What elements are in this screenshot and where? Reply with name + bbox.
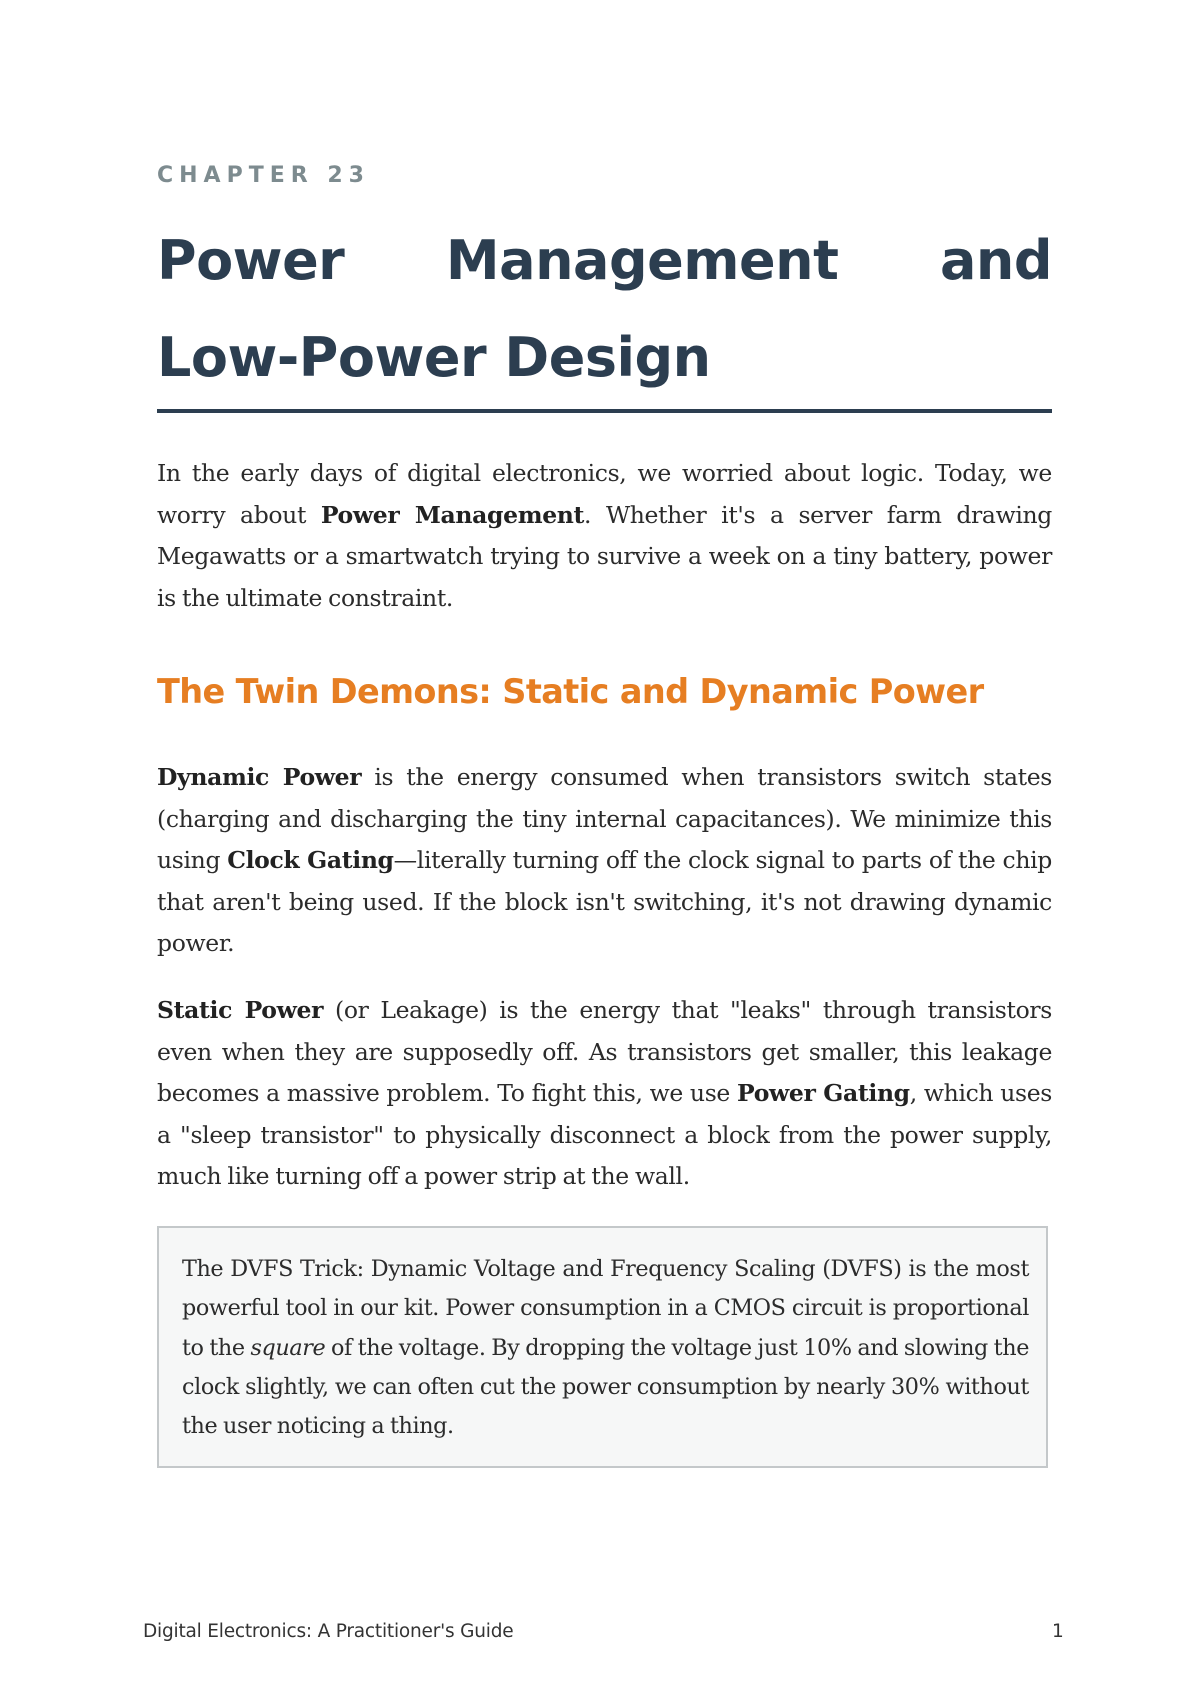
chapter-title-line-1 [157,212,1052,309]
clock-gating-term: Clock Gating [227,846,394,874]
intro-bold-term: Power Management [320,500,585,529]
dynamic-power-term: Dynamic Power [157,763,362,791]
chapter-title-line-2: Low-Power Design [157,326,711,389]
power-gating-term: Power Gating [737,1079,910,1107]
footer-page-number: 1 [1052,1621,1064,1642]
paragraph-text: (or Leakage) is the energy that "leaks" through transistors even when they are supposedly off. As transistors get smaller, this leakage becomes a massive problem. To fight this, we use [157,996,1052,1107]
intro-text: In the early days of digital electronics, we worried about logic. Today, we worry about [157,459,1052,529]
chapter-title-word: Management [445,229,839,292]
dynamic-power-paragraph [157,757,1052,965]
chapter-title [157,212,1052,406]
static-power-paragraph [157,990,1052,1198]
callout-text [182,1250,1029,1446]
paragraph-text: —literally turning off the clock signal to parts of the chip that aren't being used. If the block isn't switching, it's not drawing dynamic power. [157,846,1052,957]
section-heading: The Twin Demons: Static and Dynamic Power [157,672,984,711]
paragraph-text: , which uses a "sleep transistor" to physically disconnect a block from the power supply, much like turning off a power strip at the wall. [157,1079,1052,1190]
dvfs-callout-box [157,1226,1048,1468]
chapter-title-word: Power [157,229,345,292]
chapter-label: CHAPTER 23 [157,163,370,188]
chapter-title-word: and [939,229,1052,292]
callout-emphasis: square [250,1334,326,1361]
callout-text-part: of the voltage. By dropping the voltage just 10% and slowing the clock slightly, we can often cut the power consumption by nearly 30% without the user noticing a thing. [182,1334,1029,1440]
paragraph-text: is the energy consumed when transistors switch states (charging and discharging the tiny internal capacitances). We minimize this using [157,763,1053,874]
intro-text: . Whether it's a server farm drawing Megawatts or a smartwatch trying to survive a week on a tiny battery, power is the ultimate constraint. [157,500,1052,612]
intro-paragraph [157,453,1052,619]
callout-text-part: The DVFS Trick: Dynamic Voltage and Frequency Scaling (DVFS) is the most powerful tool in our kit. Power consumption in a CMOS circuit is proportional to the [182,1256,1029,1361]
static-power-term: Static Power [157,996,324,1024]
title-divider [157,409,1052,413]
footer-book-title: Digital Electronics: A Practitioner's Guide [143,1621,514,1642]
